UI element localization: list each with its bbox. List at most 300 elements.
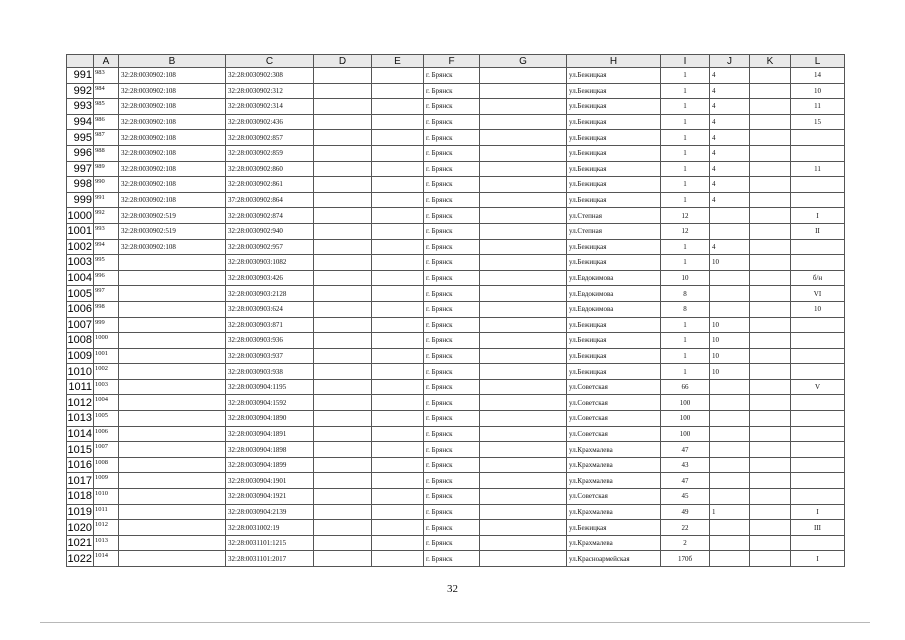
cell-c[interactable]: 32:28:0030904:1890 [226, 411, 314, 427]
cell-j[interactable]: 10 [710, 364, 750, 380]
cell-d[interactable] [314, 426, 372, 442]
cell-k[interactable] [750, 301, 791, 317]
cell-h[interactable]: ул.Советская [567, 411, 661, 427]
cell-f[interactable]: г. Брянск [424, 348, 480, 364]
cell-d[interactable] [314, 130, 372, 146]
cell-e[interactable] [372, 551, 424, 567]
cell-g[interactable] [480, 395, 567, 411]
cell-j[interactable]: 4 [710, 161, 750, 177]
cell-d[interactable] [314, 348, 372, 364]
cell-c[interactable]: 32:28:0030903:426 [226, 270, 314, 286]
cell-l[interactable] [791, 145, 845, 161]
cell-a[interactable]: 1001 [94, 348, 119, 364]
cell-g[interactable] [480, 301, 567, 317]
cell-j[interactable] [710, 286, 750, 302]
cell-j[interactable]: 10 [710, 317, 750, 333]
cell-f[interactable]: г. Брянск [424, 504, 480, 520]
row-number[interactable]: 1016 [67, 459, 92, 472]
cell-b[interactable] [119, 270, 226, 286]
cell-d[interactable] [314, 255, 372, 271]
cell-g[interactable] [480, 114, 567, 130]
cell-l[interactable] [791, 426, 845, 442]
cell-l[interactable]: III [791, 520, 845, 536]
cell-j[interactable] [710, 520, 750, 536]
cell-f[interactable]: г. Брянск [424, 161, 480, 177]
cell-h[interactable]: ул.Бежицкая [567, 177, 661, 193]
cell-e[interactable] [372, 520, 424, 536]
cell-a[interactable]: 991 [94, 192, 119, 208]
cell-e[interactable] [372, 348, 424, 364]
cell-k[interactable] [750, 177, 791, 193]
cell-h[interactable]: ул.Советская [567, 379, 661, 395]
cell-a[interactable]: 1002 [94, 364, 119, 380]
cell-j[interactable] [710, 489, 750, 505]
cell-k[interactable] [750, 99, 791, 115]
cell-k[interactable] [750, 426, 791, 442]
cell-k[interactable] [750, 348, 791, 364]
row-number[interactable]: 1011 [68, 381, 92, 394]
cell-h[interactable]: ул.Бежицкая [567, 364, 661, 380]
cell-l[interactable] [791, 317, 845, 333]
cell-a[interactable]: 984 [94, 83, 119, 99]
cell-i[interactable]: 1 [661, 255, 710, 271]
cell-l[interactable] [791, 364, 845, 380]
cell-d[interactable] [314, 457, 372, 473]
cell-e[interactable] [372, 317, 424, 333]
cell-g[interactable] [480, 99, 567, 115]
cell-k[interactable] [750, 489, 791, 505]
row-number[interactable]: 999 [67, 192, 94, 208]
row-number[interactable]: 1019 [67, 505, 92, 518]
cell-g[interactable] [480, 379, 567, 395]
cell-c[interactable]: 32:28:0030904:1921 [226, 489, 314, 505]
cell-e[interactable] [372, 161, 424, 177]
row-number[interactable]: 995 [67, 130, 94, 146]
cell-l[interactable]: I [791, 504, 845, 520]
cell-a[interactable]: 998 [94, 301, 119, 317]
column-header-i[interactable]: I [661, 55, 710, 68]
cell-b[interactable] [119, 286, 226, 302]
cell-c[interactable]: 32:28:0030902:940 [226, 223, 314, 239]
cell-k[interactable] [750, 286, 791, 302]
cell-i[interactable]: 43 [661, 457, 710, 473]
cell-c[interactable]: 32:28:0030902:861 [226, 177, 314, 193]
cell-c[interactable]: 32:28:0030904:1592 [226, 395, 314, 411]
cell-k[interactable] [750, 364, 791, 380]
cell-a[interactable]: 1006 [94, 426, 119, 442]
cell-j[interactable] [710, 457, 750, 473]
corner-cell[interactable] [67, 55, 94, 68]
cell-d[interactable] [314, 239, 372, 255]
cell-h[interactable]: ул.Бежицкая [567, 83, 661, 99]
cell-b[interactable] [119, 364, 226, 380]
cell-k[interactable] [750, 114, 791, 130]
cell-e[interactable] [372, 68, 424, 84]
cell-b[interactable] [119, 317, 226, 333]
cell-h[interactable]: ул.Евдокимова [567, 270, 661, 286]
cell-k[interactable] [750, 333, 791, 349]
cell-d[interactable] [314, 192, 372, 208]
cell-i[interactable]: 1 [661, 161, 710, 177]
cell-l[interactable] [791, 473, 845, 489]
row-number[interactable]: 998 [67, 177, 94, 193]
cell-l[interactable]: 10 [791, 301, 845, 317]
column-header-f[interactable]: F [424, 55, 480, 68]
cell-g[interactable] [480, 208, 567, 224]
cell-a[interactable]: 996 [94, 270, 119, 286]
cell-b[interactable] [119, 411, 226, 427]
cell-d[interactable] [314, 504, 372, 520]
cell-c[interactable]: 32:28:0030902:874 [226, 208, 314, 224]
cell-b[interactable]: 32:28:0030902:108 [119, 114, 226, 130]
cell-d[interactable] [314, 114, 372, 130]
cell-c[interactable]: 32:28:0030903:938 [226, 364, 314, 380]
cell-h[interactable]: ул.Советская [567, 426, 661, 442]
cell-c[interactable]: 32:28:0030903:871 [226, 317, 314, 333]
cell-g[interactable] [480, 426, 567, 442]
cell-e[interactable] [372, 411, 424, 427]
cell-f[interactable]: г. Брянск [424, 535, 480, 551]
cell-l[interactable] [791, 130, 845, 146]
cell-f[interactable]: г. Брянск [424, 270, 480, 286]
cell-b[interactable]: 32:28:0030902:108 [119, 239, 226, 255]
cell-g[interactable] [480, 348, 567, 364]
cell-l[interactable] [791, 177, 845, 193]
cell-i[interactable]: 8 [661, 286, 710, 302]
cell-a[interactable]: 1000 [94, 333, 119, 349]
column-header-d[interactable]: D [314, 55, 372, 68]
cell-j[interactable]: 4 [710, 177, 750, 193]
cell-b[interactable] [119, 551, 226, 567]
cell-k[interactable] [750, 68, 791, 84]
cell-d[interactable] [314, 223, 372, 239]
cell-j[interactable]: 10 [710, 348, 750, 364]
cell-l[interactable]: V [791, 379, 845, 395]
cell-b[interactable]: 32:28:0030902:108 [119, 192, 226, 208]
cell-h[interactable]: ул.Крахмалева [567, 457, 661, 473]
cell-a[interactable]: 1005 [94, 411, 119, 427]
cell-a[interactable]: 1009 [94, 473, 119, 489]
cell-b[interactable]: 32:28:0030902:519 [119, 208, 226, 224]
cell-a[interactable]: 983 [94, 68, 119, 84]
column-header-e[interactable]: E [372, 55, 424, 68]
row-number[interactable]: 1010 [67, 365, 92, 378]
cell-a[interactable]: 990 [94, 177, 119, 193]
cell-a[interactable]: 1011 [94, 504, 119, 520]
cell-b[interactable] [119, 457, 226, 473]
cell-f[interactable]: г. Брянск [424, 301, 480, 317]
cell-h[interactable]: ул.Евдокимова [567, 301, 661, 317]
row-number[interactable]: 1006 [67, 303, 92, 316]
cell-a[interactable]: 994 [94, 239, 119, 255]
cell-i[interactable]: 1 [661, 192, 710, 208]
cell-b[interactable] [119, 426, 226, 442]
cell-h[interactable]: ул.Бежицкая [567, 130, 661, 146]
cell-g[interactable] [480, 442, 567, 458]
cell-f[interactable]: г. Брянск [424, 364, 480, 380]
cell-f[interactable]: г. Брянск [424, 68, 480, 84]
cell-a[interactable]: 997 [94, 286, 119, 302]
cell-h[interactable]: ул.Советская [567, 489, 661, 505]
cell-c[interactable]: 32:28:0030904:1891 [226, 426, 314, 442]
cell-d[interactable] [314, 208, 372, 224]
cell-b[interactable]: 32:28:0030902:108 [119, 68, 226, 84]
cell-i[interactable]: 1 [661, 333, 710, 349]
cell-i[interactable]: 1 [661, 239, 710, 255]
cell-j[interactable]: 10 [710, 333, 750, 349]
cell-i[interactable]: 12 [661, 208, 710, 224]
cell-i[interactable]: 47 [661, 473, 710, 489]
column-header-l[interactable]: L [791, 55, 845, 68]
row-number[interactable]: 1009 [67, 349, 92, 362]
cell-h[interactable]: ул.Бежицкая [567, 348, 661, 364]
row-number[interactable]: 997 [67, 161, 94, 177]
cell-g[interactable] [480, 239, 567, 255]
cell-e[interactable] [372, 457, 424, 473]
cell-h[interactable]: ул.Бежицкая [567, 520, 661, 536]
cell-f[interactable]: г. Брянск [424, 395, 480, 411]
cell-f[interactable]: г. Брянск [424, 551, 480, 567]
cell-i[interactable]: 66 [661, 379, 710, 395]
row-number[interactable]: 1007 [67, 318, 92, 331]
cell-g[interactable] [480, 286, 567, 302]
cell-a[interactable]: 1004 [94, 395, 119, 411]
cell-e[interactable] [372, 239, 424, 255]
cell-f[interactable]: г. Брянск [424, 239, 480, 255]
cell-j[interactable] [710, 223, 750, 239]
cell-e[interactable] [372, 177, 424, 193]
cell-d[interactable] [314, 473, 372, 489]
cell-h[interactable]: ул.Бежицкая [567, 145, 661, 161]
cell-c[interactable]: 32:28:0030902:308 [226, 68, 314, 84]
cell-f[interactable]: г. Брянск [424, 145, 480, 161]
cell-k[interactable] [750, 379, 791, 395]
cell-b[interactable] [119, 301, 226, 317]
cell-k[interactable] [750, 520, 791, 536]
cell-l[interactable] [791, 395, 845, 411]
cell-e[interactable] [372, 83, 424, 99]
cell-d[interactable] [314, 161, 372, 177]
cell-d[interactable] [314, 333, 372, 349]
cell-f[interactable]: г. Брянск [424, 255, 480, 271]
cell-i[interactable]: 47 [661, 442, 710, 458]
cell-h[interactable]: ул.Советская [567, 395, 661, 411]
row-number[interactable]: 1021 [67, 537, 92, 550]
cell-j[interactable]: 4 [710, 239, 750, 255]
row-number[interactable]: 1018 [67, 490, 92, 503]
cell-e[interactable] [372, 395, 424, 411]
cell-k[interactable] [750, 504, 791, 520]
row-number[interactable]: 992 [67, 83, 94, 99]
cell-k[interactable] [750, 192, 791, 208]
cell-k[interactable] [750, 145, 791, 161]
row-number[interactable]: 1002 [67, 240, 92, 253]
cell-i[interactable]: 45 [661, 489, 710, 505]
cell-f[interactable]: г. Брянск [424, 99, 480, 115]
cell-l[interactable] [791, 411, 845, 427]
cell-l[interactable]: б/н [791, 270, 845, 286]
cell-f[interactable]: г. Брянск [424, 114, 480, 130]
cell-l[interactable] [791, 535, 845, 551]
cell-c[interactable]: 32:28:0030904:1898 [226, 442, 314, 458]
cell-i[interactable]: 1 [661, 99, 710, 115]
column-header-a[interactable]: A [94, 55, 119, 68]
cell-h[interactable]: ул.Бежицкая [567, 161, 661, 177]
cell-g[interactable] [480, 223, 567, 239]
cell-b[interactable] [119, 520, 226, 536]
cell-l[interactable]: 14 [791, 68, 845, 84]
cell-a[interactable]: 1007 [94, 442, 119, 458]
row-number[interactable]: 1001 [67, 225, 92, 238]
cell-b[interactable]: 32:28:0030902:108 [119, 130, 226, 146]
cell-g[interactable] [480, 333, 567, 349]
cell-c[interactable]: 32:28:0030904:1195 [226, 379, 314, 395]
cell-k[interactable] [750, 395, 791, 411]
cell-i[interactable]: 12 [661, 223, 710, 239]
cell-a[interactable]: 1008 [94, 457, 119, 473]
cell-l[interactable]: 10 [791, 83, 845, 99]
cell-e[interactable] [372, 223, 424, 239]
cell-i[interactable]: 1 [661, 145, 710, 161]
cell-e[interactable] [372, 145, 424, 161]
cell-a[interactable]: 993 [94, 223, 119, 239]
cell-c[interactable]: 32:28:0030902:859 [226, 145, 314, 161]
cell-e[interactable] [372, 364, 424, 380]
cell-e[interactable] [372, 192, 424, 208]
cell-e[interactable] [372, 442, 424, 458]
row-number[interactable]: 996 [67, 145, 94, 161]
row-number[interactable]: 1000 [67, 209, 92, 222]
cell-h[interactable]: ул.Степная [567, 223, 661, 239]
cell-l[interactable] [791, 442, 845, 458]
cell-e[interactable] [372, 333, 424, 349]
cell-g[interactable] [480, 489, 567, 505]
cell-c[interactable]: 32:28:0030903:624 [226, 301, 314, 317]
cell-g[interactable] [480, 145, 567, 161]
cell-d[interactable] [314, 83, 372, 99]
cell-f[interactable]: г. Брянск [424, 333, 480, 349]
cell-i[interactable]: 10 [661, 270, 710, 286]
cell-c[interactable]: 32:28:0030904:2139 [226, 504, 314, 520]
cell-d[interactable] [314, 99, 372, 115]
cell-d[interactable] [314, 395, 372, 411]
cell-f[interactable]: г. Брянск [424, 317, 480, 333]
cell-e[interactable] [372, 473, 424, 489]
cell-b[interactable] [119, 348, 226, 364]
cell-d[interactable] [314, 364, 372, 380]
cell-f[interactable]: г. Брянск [424, 473, 480, 489]
cell-i[interactable]: 1 [661, 364, 710, 380]
cell-i[interactable]: 8 [661, 301, 710, 317]
cell-f[interactable]: г. Брянск [424, 411, 480, 427]
cell-b[interactable] [119, 379, 226, 395]
cell-b[interactable]: 32:28:0030902:108 [119, 177, 226, 193]
cell-i[interactable]: 1 [661, 114, 710, 130]
cell-l[interactable] [791, 192, 845, 208]
cell-f[interactable]: г. Брянск [424, 442, 480, 458]
column-header-c[interactable]: C [226, 55, 314, 68]
cell-b[interactable]: 32:28:0030902:108 [119, 83, 226, 99]
cell-j[interactable] [710, 395, 750, 411]
cell-c[interactable]: 32:28:0030902:312 [226, 83, 314, 99]
cell-k[interactable] [750, 551, 791, 567]
cell-k[interactable] [750, 130, 791, 146]
cell-c[interactable]: 32:28:0030904:1899 [226, 457, 314, 473]
cell-g[interactable] [480, 535, 567, 551]
cell-e[interactable] [372, 99, 424, 115]
cell-c[interactable]: 32:28:0030902:314 [226, 99, 314, 115]
cell-a[interactable]: 1012 [94, 520, 119, 536]
cell-k[interactable] [750, 239, 791, 255]
cell-b[interactable] [119, 489, 226, 505]
cell-h[interactable]: ул.Бежицкая [567, 333, 661, 349]
cell-g[interactable] [480, 504, 567, 520]
cell-e[interactable] [372, 426, 424, 442]
cell-b[interactable] [119, 473, 226, 489]
cell-a[interactable]: 1014 [94, 551, 119, 567]
column-header-h[interactable]: H [567, 55, 661, 68]
cell-h[interactable]: ул.Бежицкая [567, 68, 661, 84]
cell-i[interactable]: 1 [661, 83, 710, 99]
cell-e[interactable] [372, 270, 424, 286]
cell-i[interactable]: 1 [661, 130, 710, 146]
cell-d[interactable] [314, 535, 372, 551]
cell-d[interactable] [314, 442, 372, 458]
cell-g[interactable] [480, 364, 567, 380]
cell-c[interactable]: 32:28:0031101:2017 [226, 551, 314, 567]
cell-j[interactable] [710, 411, 750, 427]
cell-k[interactable] [750, 161, 791, 177]
cell-l[interactable]: VI [791, 286, 845, 302]
cell-k[interactable] [750, 473, 791, 489]
cell-k[interactable] [750, 208, 791, 224]
column-header-k[interactable]: K [750, 55, 791, 68]
cell-a[interactable]: 986 [94, 114, 119, 130]
cell-e[interactable] [372, 535, 424, 551]
cell-f[interactable]: г. Брянск [424, 426, 480, 442]
cell-h[interactable]: ул.Крахмалева [567, 473, 661, 489]
cell-d[interactable] [314, 270, 372, 286]
cell-e[interactable] [372, 286, 424, 302]
row-number[interactable]: 1013 [67, 412, 92, 425]
row-number[interactable]: 993 [67, 99, 94, 115]
cell-h[interactable]: ул.Крахмалева [567, 504, 661, 520]
cell-a[interactable]: 987 [94, 130, 119, 146]
cell-h[interactable]: ул.Крахмалева [567, 535, 661, 551]
row-number[interactable]: 1008 [67, 334, 92, 347]
cell-g[interactable] [480, 192, 567, 208]
cell-d[interactable] [314, 317, 372, 333]
cell-i[interactable]: 170б [661, 551, 710, 567]
cell-d[interactable] [314, 379, 372, 395]
cell-a[interactable]: 1013 [94, 535, 119, 551]
cell-j[interactable]: 10 [710, 255, 750, 271]
cell-g[interactable] [480, 83, 567, 99]
cell-i[interactable]: 1 [661, 317, 710, 333]
cell-j[interactable] [710, 535, 750, 551]
cell-g[interactable] [480, 411, 567, 427]
cell-k[interactable] [750, 317, 791, 333]
cell-d[interactable] [314, 286, 372, 302]
cell-g[interactable] [480, 177, 567, 193]
cell-e[interactable] [372, 379, 424, 395]
cell-f[interactable]: г. Брянск [424, 208, 480, 224]
cell-c[interactable]: 32:28:0030902:436 [226, 114, 314, 130]
cell-i[interactable]: 1 [661, 68, 710, 84]
cell-i[interactable]: 49 [661, 504, 710, 520]
cell-k[interactable] [750, 535, 791, 551]
cell-g[interactable] [480, 255, 567, 271]
